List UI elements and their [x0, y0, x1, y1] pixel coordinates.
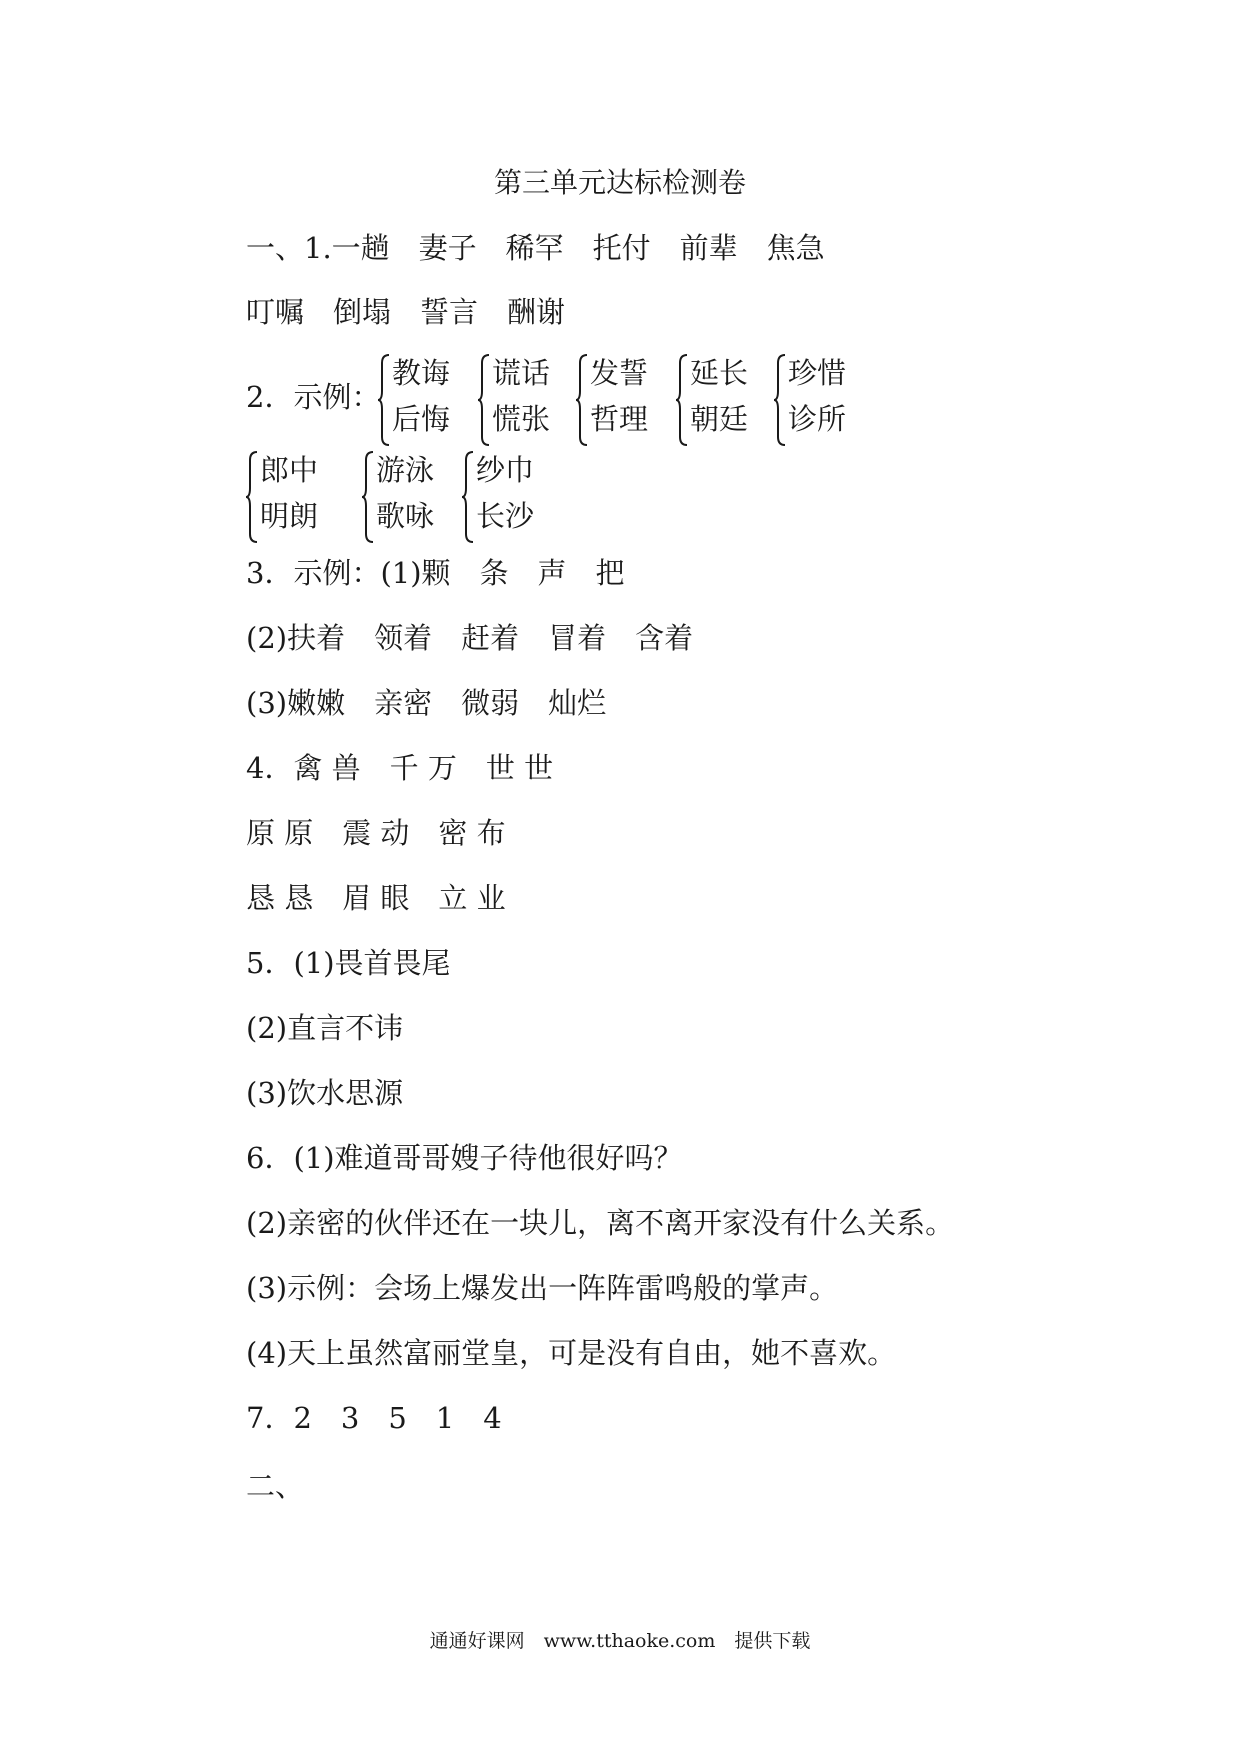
answer-line-7: 7．2 3 5 1 4: [246, 1401, 502, 1435]
brace-icon: [246, 450, 260, 544]
page-title: 第三单元达标检测卷: [493, 166, 746, 199]
answer-line-3-3: (3)嫩嫩 亲密 微弱 灿烂: [246, 686, 607, 720]
word-pair: [676, 353, 786, 447]
answer-line-3-2: (2)扶着 领着 赶着 冒着 含着: [246, 621, 694, 655]
q2-label: 2．示例：: [246, 380, 381, 414]
pair-top-word: 谎话: [492, 356, 551, 390]
pair-bottom-word: 哲理: [590, 402, 649, 436]
answer-line-5-2: (2)直言不讳: [246, 1011, 404, 1045]
pair-bottom-word: 朝廷: [690, 402, 749, 436]
pair-bottom-word: 后悔: [392, 402, 451, 436]
pair-bottom-word: 明朗: [260, 499, 319, 533]
brace-icon: [362, 450, 376, 544]
brace-icon: [478, 353, 492, 447]
pair-top-word: 游泳: [376, 453, 435, 487]
pair-bottom-word: 歌咏: [376, 499, 435, 533]
answer-line-6-3: (3)示例：会场上爆发出一阵阵雷鸣般的掌声。: [246, 1271, 839, 1305]
word-pair: [462, 450, 572, 544]
brace-icon: [378, 353, 392, 447]
answer-line-1-2: 叮嘱 倒塌 誓言 酬谢: [246, 295, 566, 329]
word-pair: [576, 353, 686, 447]
answer-line-6-4: (4)天上虽然富丽堂皇，可是没有自由，她不喜欢。: [246, 1336, 897, 1370]
answer-line-3-1: 3．示例：(1)颗 条 声 把: [246, 556, 625, 590]
word-pair: [478, 353, 588, 447]
word-pair: [378, 353, 488, 447]
pair-top-word: 纱巾: [476, 453, 535, 487]
brace-icon: [462, 450, 476, 544]
pair-bottom-word: 慌张: [492, 402, 551, 436]
answer-line-6-1: 6．(1)难道哥哥嫂子待他很好吗？: [246, 1141, 683, 1175]
word-pair: [246, 450, 356, 544]
brace-icon: [774, 353, 788, 447]
section-two-heading: 二、: [246, 1469, 305, 1503]
brace-icon: [676, 353, 690, 447]
pair-bottom-word: 诊所: [788, 402, 847, 436]
word-pair: [774, 353, 884, 447]
answer-line-4-1: 4．禽 兽 千 万 世 世: [246, 751, 554, 785]
answer-line-4-2: 原 原 震 动 密 布: [246, 816, 506, 850]
brace-icon: [576, 353, 590, 447]
answer-line-4-3: 恳 恳 眉 眼 立 业: [246, 881, 506, 915]
footer-source: 通通好课网 www.tthaoke.com 提供下载: [429, 1630, 811, 1652]
answer-line-5-1: 5．(1)畏首畏尾: [246, 946, 451, 980]
answer-line-6-2: (2)亲密的伙伴还在一块儿，离不离开家没有什么关系。: [246, 1206, 955, 1240]
answer-line-5-3: (3)饮水思源: [246, 1076, 404, 1110]
word-pair: [362, 450, 472, 544]
pair-bottom-word: 长沙: [476, 499, 535, 533]
pair-top-word: 发誓: [590, 356, 649, 390]
pair-top-word: 郎中: [260, 453, 319, 487]
pair-top-word: 延长: [690, 356, 749, 390]
answer-line-1-1: 一、1.一趟 妻子 稀罕 托付 前辈 焦急: [246, 231, 825, 265]
pair-top-word: 教诲: [392, 356, 451, 390]
pair-top-word: 珍惜: [788, 356, 847, 390]
